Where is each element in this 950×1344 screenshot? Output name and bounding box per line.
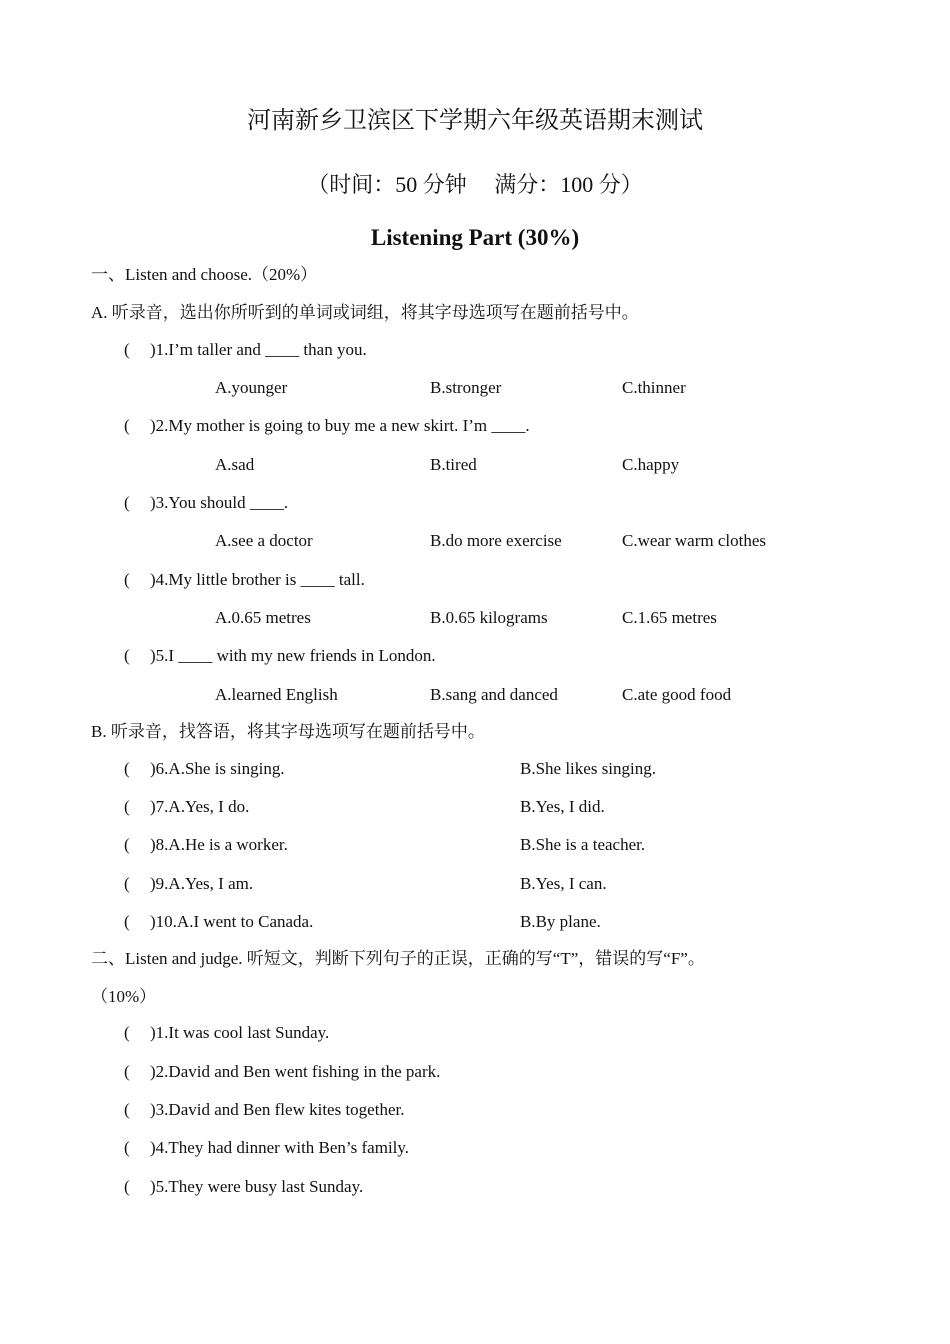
question-text: )5.I ____ with my new friends in London. — [150, 646, 436, 665]
answer-paren[interactable]: ( — [124, 874, 130, 893]
option-a: )7.A.Yes, I do. — [150, 797, 250, 816]
option-a: )9.A.Yes, I am. — [150, 874, 254, 893]
judge-question-5 — [124, 1177, 363, 1197]
partB-question-10 — [124, 912, 313, 932]
option-a: )10.A.I went to Canada. — [150, 912, 314, 931]
part-heading: Listening Part (30%) — [370, 225, 580, 250]
option-b: B.do more exercise — [430, 531, 562, 550]
option-c: C.thinner — [622, 378, 686, 397]
option-a: A.sad — [215, 455, 255, 474]
partA-question-4 — [124, 570, 365, 590]
option-a: A.learned English — [215, 685, 338, 704]
question-text: )4.They had dinner with Ben’s family. — [150, 1138, 410, 1157]
answer-paren[interactable]: ( — [124, 912, 130, 931]
option-b: B.She is a teacher. — [520, 835, 646, 854]
answer-paren[interactable]: ( — [124, 1177, 130, 1196]
option-c: C.ate good food — [622, 685, 732, 704]
judge-question-3 — [124, 1100, 404, 1120]
partA-question-3 — [124, 493, 288, 513]
option-b: B.tired — [430, 455, 477, 474]
section2-heading: 二、Listen and judge. 听短文，判断下列句子的正误，正确的写“T”，错误的写“F”。 — [91, 949, 705, 968]
answer-paren[interactable]: ( — [124, 1100, 130, 1119]
question-text: )2.My mother is going to buy me a new skirt. I’m ____. — [150, 416, 530, 435]
partB-question-7 — [124, 797, 249, 817]
partA-question-1 — [124, 340, 367, 360]
question-text: )3.David and Ben flew kites together. — [150, 1100, 405, 1119]
section1-partB-instruction: B. 听录音，找答语，将其字母选项写在题前括号中。 — [91, 722, 485, 741]
question-text: )4.My little brother is ____ tall. — [150, 570, 365, 589]
answer-paren[interactable]: ( — [124, 570, 130, 589]
answer-paren[interactable]: ( — [124, 1138, 130, 1157]
question-text: )1.It was cool last Sunday. — [150, 1023, 330, 1042]
option-a: )6.A.She is singing. — [150, 759, 285, 778]
answer-paren[interactable]: ( — [124, 835, 130, 854]
section1-partA-instruction: A. 听录音，选出你所听到的单词或词组，将其字母选项写在题前括号中。 — [91, 303, 639, 322]
partA-question-5 — [124, 646, 436, 666]
judge-question-2 — [124, 1062, 440, 1082]
section2-score: （10%） — [91, 987, 157, 1006]
partB-question-8 — [124, 835, 288, 855]
option-c: C.wear warm clothes — [622, 531, 766, 550]
option-a: A.0.65 metres — [215, 608, 311, 627]
question-text: )2.David and Ben went fishing in the park. — [150, 1062, 441, 1081]
answer-paren[interactable]: ( — [124, 416, 130, 435]
answer-paren[interactable]: ( — [124, 797, 130, 816]
question-text: )1.I’m taller and ____ than you. — [150, 340, 367, 359]
option-b: B.sang and danced — [430, 685, 558, 704]
answer-paren[interactable]: ( — [124, 759, 130, 778]
option-a: )8.A.He is a worker. — [150, 835, 288, 854]
question-text: )3.You should ____. — [150, 493, 289, 512]
answer-paren[interactable]: ( — [124, 493, 130, 512]
option-b: B.stronger — [430, 378, 502, 397]
answer-paren[interactable]: ( — [124, 646, 130, 665]
option-a: A.see a doctor — [215, 531, 313, 550]
partB-question-9 — [124, 874, 253, 894]
judge-question-1 — [124, 1023, 329, 1043]
answer-paren[interactable]: ( — [124, 1023, 130, 1042]
option-c: C.1.65 metres — [622, 608, 717, 627]
option-b: B.0.65 kilograms — [430, 608, 548, 627]
question-text: )5.They were busy last Sunday. — [150, 1177, 364, 1196]
judge-question-4 — [124, 1138, 409, 1158]
option-c: C.happy — [622, 455, 680, 474]
section1-heading: 一、Listen and choose.（20%） — [91, 265, 318, 284]
partA-question-2 — [124, 416, 530, 436]
option-b: B.Yes, I did. — [520, 797, 605, 816]
option-b: B.Yes, I can. — [520, 874, 607, 893]
answer-paren[interactable]: ( — [124, 340, 130, 359]
option-b: B.By plane. — [520, 912, 601, 931]
option-a: A.younger — [215, 378, 288, 397]
answer-paren[interactable]: ( — [124, 1062, 130, 1081]
exam-time-score: （时间：50 分钟 满分：100 分） — [307, 172, 643, 197]
partB-question-6 — [124, 759, 285, 779]
option-b: B.She likes singing. — [520, 759, 657, 778]
exam-title: 河南新乡卫滨区下学期六年级英语期末测试 — [247, 108, 703, 134]
